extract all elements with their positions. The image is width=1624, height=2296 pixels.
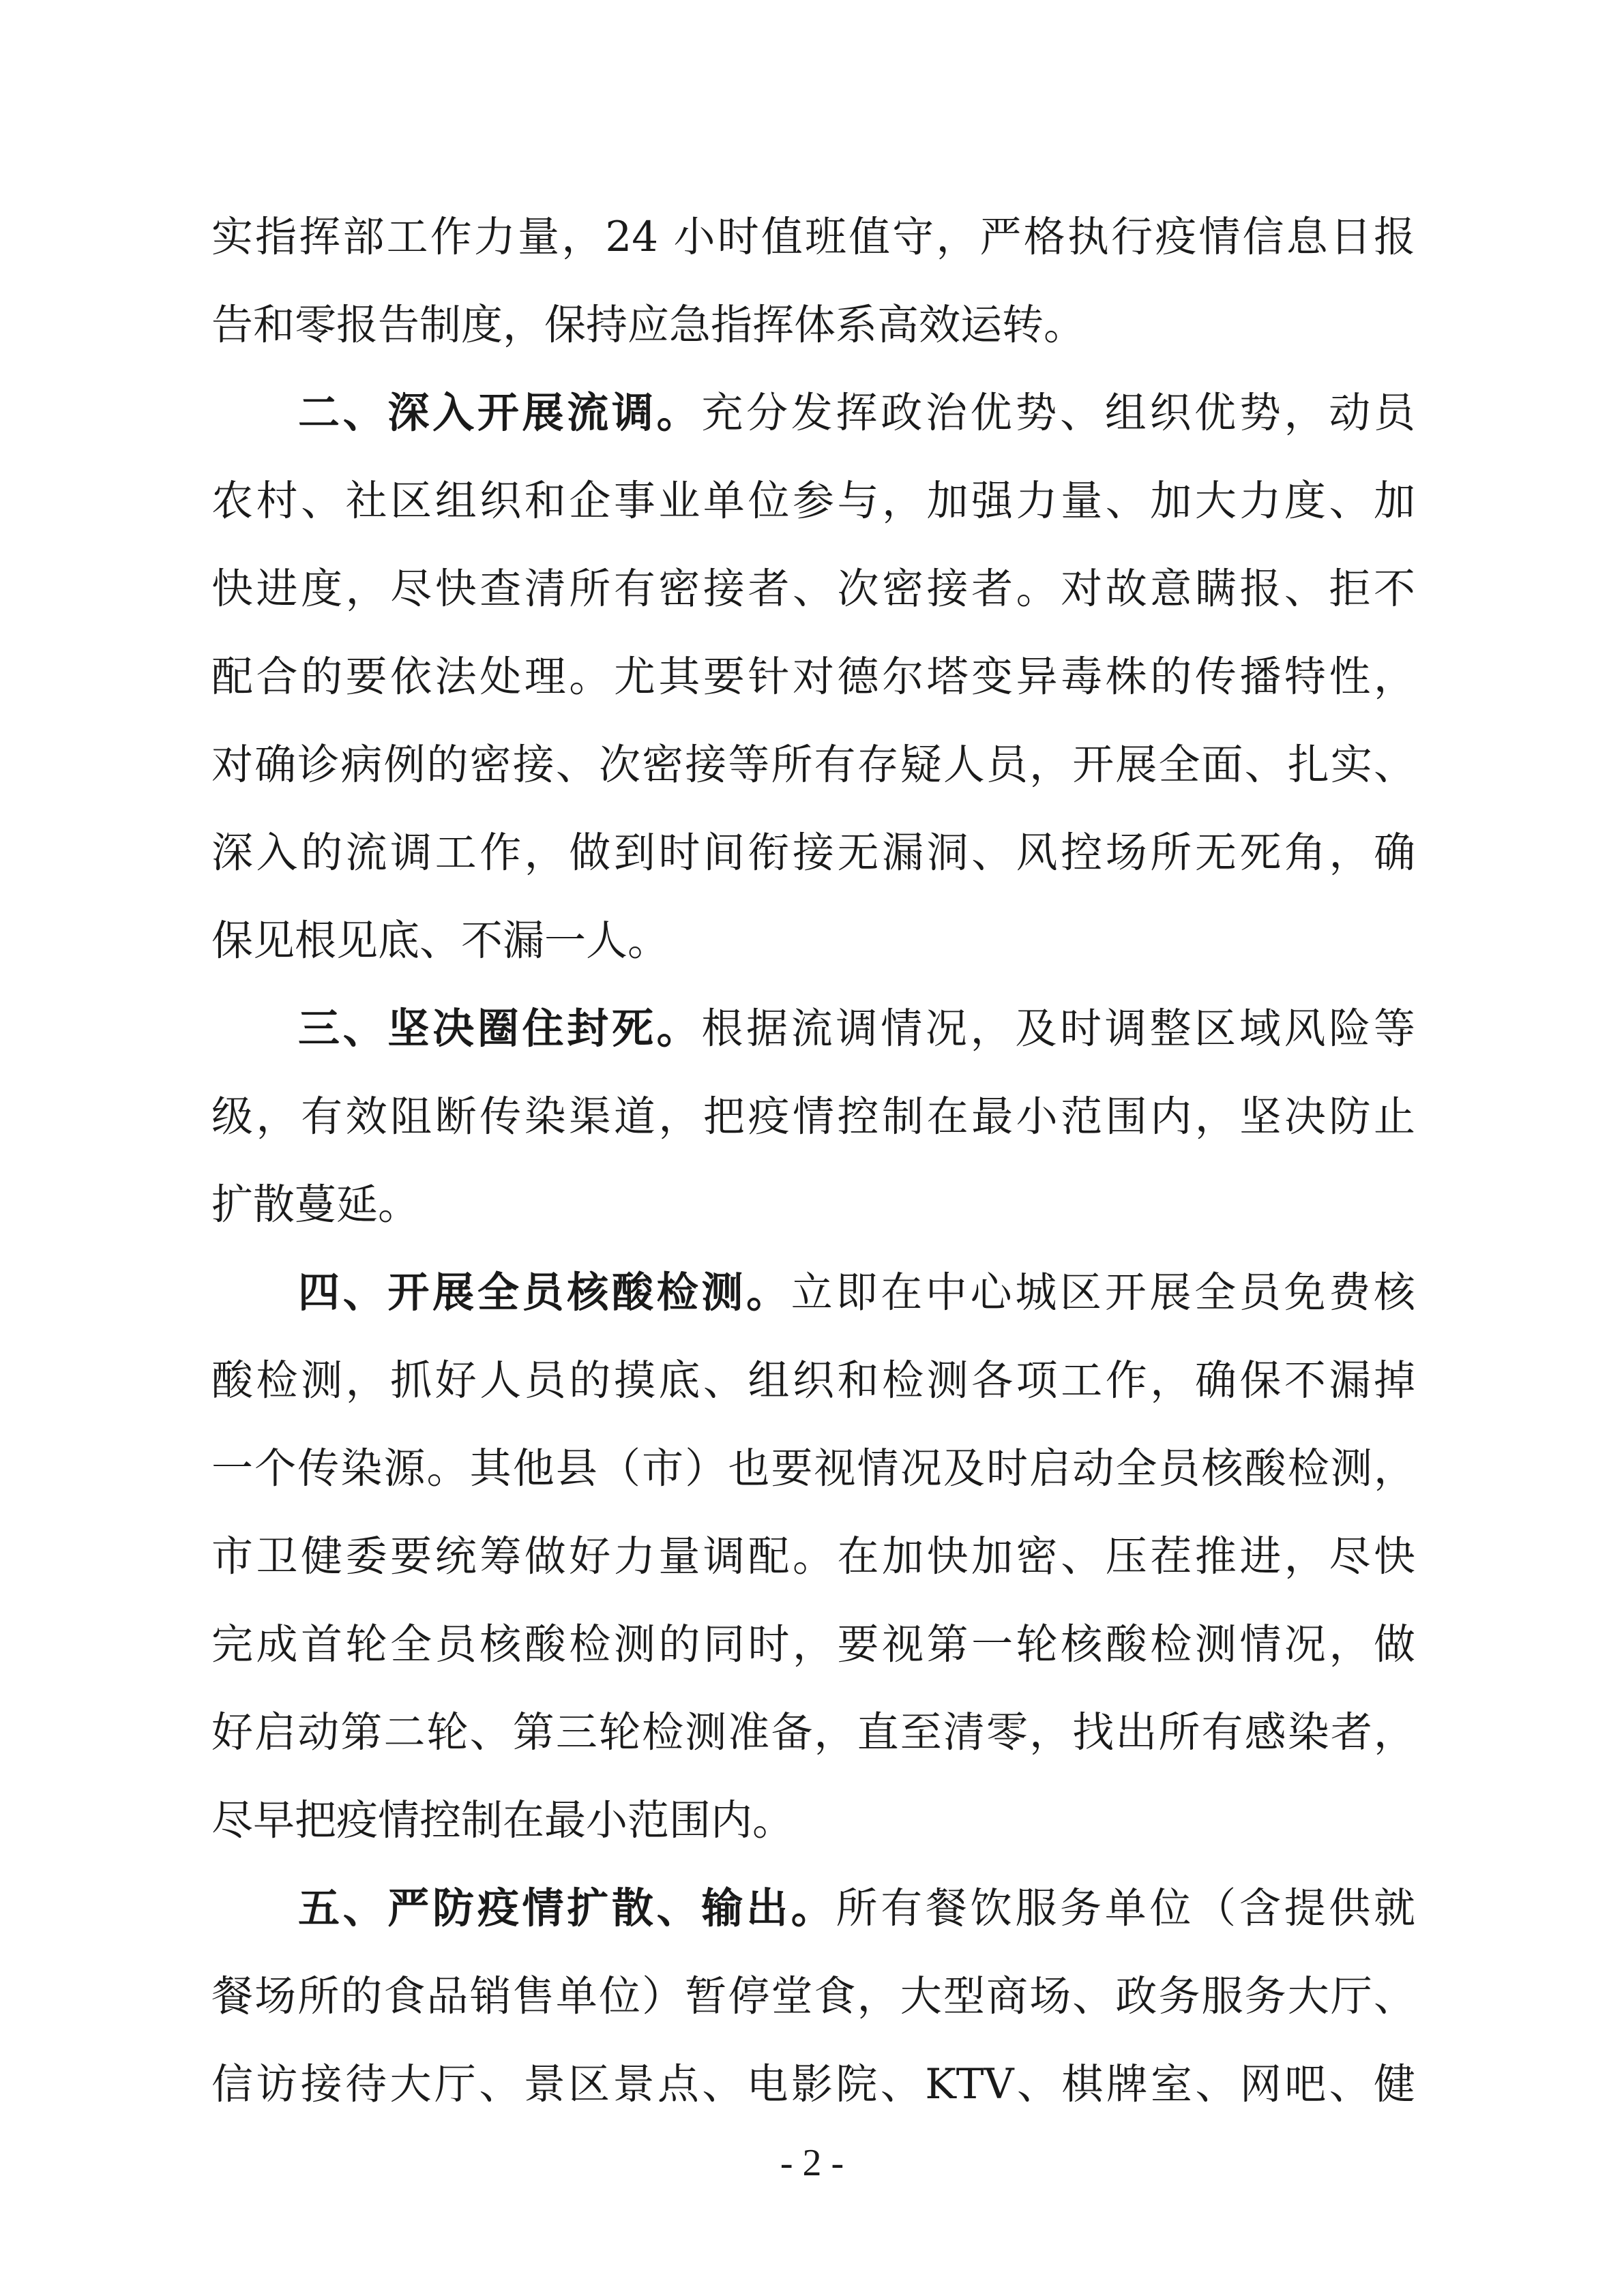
- paragraph-first-line: [298, 981, 1415, 1077]
- text-line: 对确诊病例的密接、次密接等所有存疑人员，开展全面、扎实、: [211, 741, 1415, 789]
- text-line: 完成首轮全员核酸检测的同时，要视第一轮核酸检测情况，做: [211, 1620, 1415, 1669]
- text-line: 酸检测，抓好人员的摸底、组织和检测各项工作，确保不漏掉: [211, 1356, 1415, 1405]
- text-run: 所有餐饮服务单位（含提供就: [836, 1884, 1415, 1933]
- text-run: 充分发挥政治优势、组织优势，动员: [701, 389, 1415, 437]
- text-line: 保见根见底、不漏一人。: [211, 916, 670, 965]
- text-run: 根据流调情况，及时调整区域风险等: [701, 1004, 1415, 1053]
- text-line: 市卫健委要统筹做好力量调配。在加快加密、压茬推进，尽快: [211, 1532, 1415, 1581]
- section-heading: 三、坚决圈住封死。: [298, 1004, 702, 1053]
- text-run: 立即在中心城区开展全员免费核: [791, 1268, 1415, 1317]
- text-line: 深入的流调工作，做到时间衔接无漏洞、风控场所无死角，确: [211, 829, 1415, 877]
- text-line: 餐场所的食品销售单位）暂停堂食，大型商场、政务服务大厅、: [211, 1972, 1415, 2021]
- text-line: 级，有效阻断传染渠道，把疫情控制在最小范围内，坚决防止: [211, 1092, 1415, 1141]
- text-line: 告和零报告制度，保持应急指挥体系高效运转。: [211, 301, 1086, 349]
- paragraph-first-line: [298, 1245, 1415, 1341]
- text-line: 尽早把疫情控制在最小范围内。: [211, 1796, 795, 1845]
- text-line: 好启动第二轮、第三轮检测准备，直至清零，找出所有感染者，: [211, 1708, 1415, 1757]
- page-number: - 2 -: [780, 2142, 844, 2184]
- text-line: 农村、社区组织和企事业单位参与，加强力量、加大力度、加: [211, 477, 1415, 525]
- text-line: 快进度，尽快查清所有密接者、次密接者。对故意瞒报、拒不: [211, 565, 1415, 613]
- section-heading: 四、开展全员核酸检测。: [298, 1268, 791, 1317]
- text-line: 信访接待大厅、景区景点、电影院、KTV、棋牌室、网吧、健: [211, 2060, 1415, 2108]
- text-line: 实指挥部工作力量，24 小时值班值守，严格执行疫情信息日报: [211, 213, 1415, 261]
- paragraph-first-line: [298, 366, 1415, 461]
- text-line: 一个传染源。其他县（市）也要视情况及时启动全员核酸检测，: [211, 1444, 1415, 1493]
- section-heading: 二、深入开展流调。: [298, 389, 702, 437]
- paragraph-first-line: [298, 1861, 1415, 1956]
- text-line: 配合的要依法处理。尤其要针对德尔塔变异毒株的传播特性，: [211, 653, 1415, 701]
- text-line: 扩散蔓延。: [211, 1180, 420, 1229]
- section-heading: 五、严防疫情扩散、输出。: [298, 1884, 836, 1933]
